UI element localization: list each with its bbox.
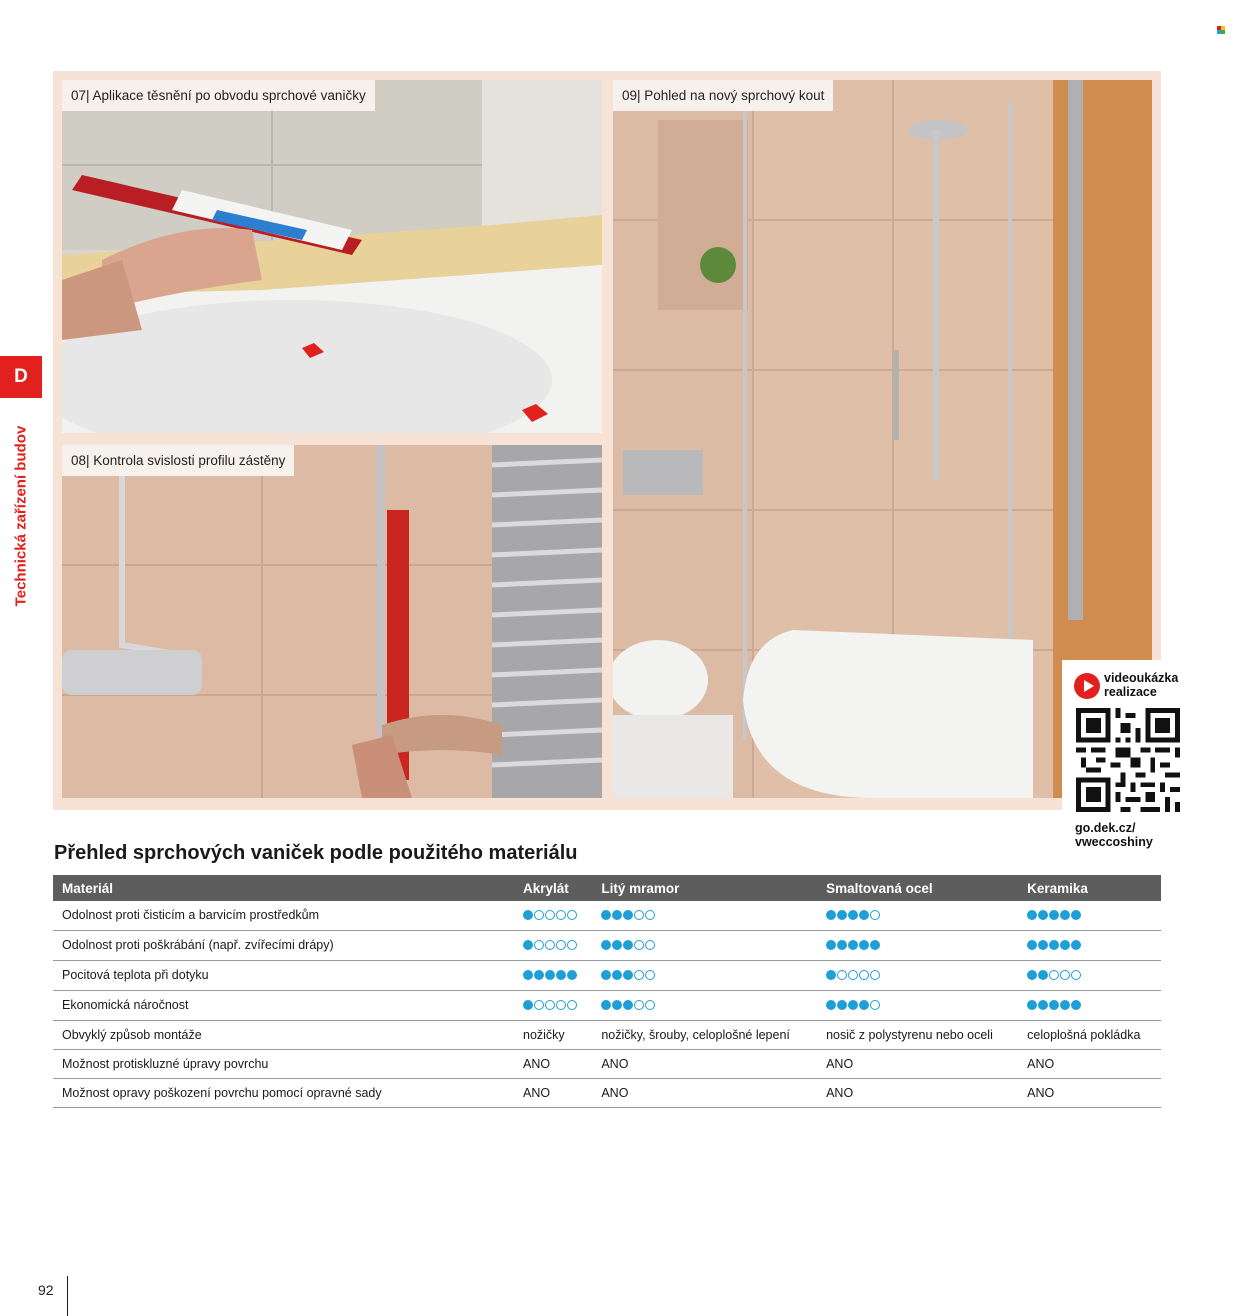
table-row <box>53 991 1161 1021</box>
rating-dot-filled-icon <box>1038 910 1048 920</box>
rating-dot-filled-icon <box>1071 910 1081 920</box>
rating-dot-empty-icon <box>545 1000 555 1010</box>
photo-sealant-application <box>62 80 602 433</box>
rating-dots <box>601 968 655 980</box>
page-divider <box>67 1276 68 1316</box>
rating-dot-empty-icon <box>1049 970 1059 980</box>
rating-cell <box>817 991 1018 1021</box>
rating-dots <box>523 908 577 920</box>
column-header: Litý mramor <box>592 875 817 901</box>
photo-caption-07: 07| Aplikace těsnění po obvodu sprchové vaničky <box>62 80 375 111</box>
table-row <box>53 1079 1161 1108</box>
rating-dot-filled-icon <box>523 970 533 980</box>
rating-dot-empty-icon <box>545 940 555 950</box>
rating-dot-empty-icon <box>556 910 566 920</box>
qr-url-line2[interactable]: vweccoshiny <box>1075 835 1153 849</box>
rating-dot-empty-icon <box>567 940 577 950</box>
rating-cell <box>514 931 592 961</box>
qr-title-line2: realizace <box>1104 685 1157 699</box>
rating-dot-empty-icon <box>534 1000 544 1010</box>
rating-dot-filled-icon <box>567 970 577 980</box>
photo-panel <box>53 71 1179 849</box>
column-header: Smaltovaná ocel <box>817 875 1018 901</box>
rating-dot-empty-icon <box>859 970 869 980</box>
rating-cell <box>1018 991 1161 1021</box>
page-number: 92 <box>38 1282 54 1298</box>
qr-code[interactable] <box>1076 708 1180 812</box>
rating-dot-filled-icon <box>837 1000 847 1010</box>
rating-dot-filled-icon <box>837 940 847 950</box>
rating-dots <box>826 908 880 920</box>
table-row <box>53 901 1161 931</box>
video-qr-card[interactable] <box>1062 660 1194 858</box>
rating-dot-filled-icon <box>1071 940 1081 950</box>
rating-dot-filled-icon <box>848 1000 858 1010</box>
rating-cell <box>817 931 1018 961</box>
text-cell: ANO <box>1018 1050 1161 1079</box>
photo-sealant-image <box>62 80 602 433</box>
row-label: Možnost protiskluzné úpravy povrchu <box>53 1050 514 1079</box>
text-cell: nožičky, šrouby, celoplošné lepení <box>592 1021 817 1050</box>
rating-dot-empty-icon <box>567 1000 577 1010</box>
rating-dots <box>1027 908 1081 920</box>
rating-dot-empty-icon <box>634 910 644 920</box>
rating-dot-empty-icon <box>534 910 544 920</box>
text-cell: ANO <box>592 1079 817 1108</box>
row-label: Odolnost proti čisticím a barvicím prostředkům <box>53 901 514 931</box>
rating-dot-filled-icon <box>1027 970 1037 980</box>
qr-title-line1: videoukázka <box>1104 671 1179 685</box>
rating-dot-filled-icon <box>859 940 869 950</box>
rating-dot-filled-icon <box>601 1000 611 1010</box>
row-label: Pocitová teplota při dotyku <box>53 961 514 991</box>
rating-dot-filled-icon <box>1038 970 1048 980</box>
rating-cell <box>514 961 592 991</box>
rating-dot-filled-icon <box>523 940 533 950</box>
rating-dots <box>826 968 880 980</box>
rating-dot-empty-icon <box>567 910 577 920</box>
rating-cell <box>817 961 1018 991</box>
rating-dot-empty-icon <box>837 970 847 980</box>
rating-dots <box>1027 998 1081 1010</box>
rating-dot-filled-icon <box>826 970 836 980</box>
column-header: Materiál <box>53 875 514 901</box>
rating-dot-filled-icon <box>826 940 836 950</box>
table-row <box>53 1021 1161 1050</box>
text-cell: ANO <box>1018 1079 1161 1108</box>
rating-dot-filled-icon <box>601 970 611 980</box>
rating-cell <box>592 991 817 1021</box>
rating-dot-filled-icon <box>1038 940 1048 950</box>
rating-dot-filled-icon <box>623 940 633 950</box>
rating-cell <box>817 901 1018 931</box>
rating-dot-filled-icon <box>848 940 858 950</box>
rating-dot-filled-icon <box>859 1000 869 1010</box>
rating-dot-filled-icon <box>601 910 611 920</box>
rating-cell <box>514 991 592 1021</box>
table-row <box>53 961 1161 991</box>
qr-url-line1[interactable]: go.dek.cz/ <box>1075 821 1136 835</box>
play-icon[interactable] <box>1074 673 1100 699</box>
rating-dot-filled-icon <box>1038 1000 1048 1010</box>
rating-dots <box>601 998 655 1010</box>
text-cell: celoplošná pokládka <box>1018 1021 1161 1050</box>
rating-dot-filled-icon <box>837 910 847 920</box>
text-cell: nožičky <box>514 1021 592 1050</box>
rating-dots <box>826 998 880 1010</box>
rating-dot-filled-icon <box>534 970 544 980</box>
rating-dot-filled-icon <box>1027 910 1037 920</box>
text-cell: nosič z polystyrenu nebo oceli <box>817 1021 1018 1050</box>
rating-dot-filled-icon <box>623 970 633 980</box>
rating-cell <box>592 931 817 961</box>
rating-dots <box>523 998 577 1010</box>
rating-dot-filled-icon <box>523 1000 533 1010</box>
photo-caption-08: 08| Kontrola svislosti profilu zástěny <box>62 445 294 476</box>
rating-dot-filled-icon <box>601 940 611 950</box>
rating-dots <box>1027 938 1081 950</box>
rating-dot-empty-icon <box>634 970 644 980</box>
material-comparison-table <box>53 875 1161 1108</box>
section-title: Přehled sprchových vaniček podle použitého materiálu <box>54 842 578 864</box>
rating-cell <box>592 961 817 991</box>
column-header: Keramika <box>1018 875 1161 901</box>
photo-level-check <box>62 445 602 798</box>
chapter-label: Technická zařízení budov <box>12 425 30 607</box>
chapter-tab[interactable]: D <box>0 356 42 398</box>
column-header: Akrylát <box>514 875 592 901</box>
brand-logo-mark <box>1217 26 1225 34</box>
text-cell: ANO <box>817 1079 1018 1108</box>
rating-dot-filled-icon <box>1060 940 1070 950</box>
row-label: Ekonomická náročnost <box>53 991 514 1021</box>
rating-dot-empty-icon <box>645 940 655 950</box>
table-row <box>53 1050 1161 1079</box>
rating-dot-filled-icon <box>870 940 880 950</box>
rating-dot-filled-icon <box>612 940 622 950</box>
rating-dot-filled-icon <box>623 910 633 920</box>
rating-dot-filled-icon <box>612 970 622 980</box>
rating-dot-filled-icon <box>612 910 622 920</box>
rating-dot-empty-icon <box>1060 970 1070 980</box>
rating-dot-empty-icon <box>634 940 644 950</box>
rating-dot-filled-icon <box>1060 910 1070 920</box>
rating-dot-filled-icon <box>545 970 555 980</box>
rating-dot-filled-icon <box>1049 910 1059 920</box>
table-body <box>53 901 1161 1108</box>
rating-dot-filled-icon <box>1049 940 1059 950</box>
row-label: Možnost opravy poškození povrchu pomocí opravné sady <box>53 1079 514 1108</box>
rating-dots <box>601 908 655 920</box>
rating-cell <box>1018 901 1161 931</box>
rating-dot-empty-icon <box>645 970 655 980</box>
rating-dot-empty-icon <box>534 940 544 950</box>
rating-dot-filled-icon <box>1027 940 1037 950</box>
rating-cell <box>592 901 817 931</box>
rating-dot-empty-icon <box>645 910 655 920</box>
table-row <box>53 931 1161 961</box>
rating-dot-filled-icon <box>556 970 566 980</box>
rating-dots <box>523 938 577 950</box>
rating-dot-empty-icon <box>1071 970 1081 980</box>
rating-dots <box>1027 968 1081 980</box>
rating-cell <box>1018 931 1161 961</box>
rating-dot-filled-icon <box>1049 1000 1059 1010</box>
rating-dots <box>523 968 577 980</box>
rating-cell <box>514 901 592 931</box>
table-header-row <box>53 875 1161 901</box>
rating-dot-filled-icon <box>1060 1000 1070 1010</box>
text-cell: ANO <box>817 1050 1018 1079</box>
rating-dot-empty-icon <box>634 1000 644 1010</box>
row-label: Obvyklý způsob montáže <box>53 1021 514 1050</box>
rating-dot-filled-icon <box>826 910 836 920</box>
photo-caption-09: 09| Pohled na nový sprchový kout <box>613 80 833 111</box>
rating-dot-filled-icon <box>859 910 869 920</box>
rating-dot-filled-icon <box>612 1000 622 1010</box>
rating-dot-empty-icon <box>870 970 880 980</box>
row-label: Odolnost proti poškrábání (např. zvířecími drápy) <box>53 931 514 961</box>
rating-dot-empty-icon <box>556 1000 566 1010</box>
rating-dot-empty-icon <box>870 910 880 920</box>
rating-dot-filled-icon <box>623 1000 633 1010</box>
text-cell: ANO <box>514 1050 592 1079</box>
rating-dot-filled-icon <box>1071 1000 1081 1010</box>
text-cell: ANO <box>592 1050 817 1079</box>
rating-dot-filled-icon <box>523 910 533 920</box>
rating-dot-empty-icon <box>870 1000 880 1010</box>
rating-dot-filled-icon <box>1027 1000 1037 1010</box>
rating-dot-empty-icon <box>848 970 858 980</box>
rating-dots <box>601 938 655 950</box>
rating-dot-empty-icon <box>645 1000 655 1010</box>
rating-cell <box>1018 961 1161 991</box>
rating-dot-empty-icon <box>545 910 555 920</box>
rating-dots <box>826 938 880 950</box>
rating-dot-filled-icon <box>848 910 858 920</box>
rating-dot-empty-icon <box>556 940 566 950</box>
photo-level-image <box>62 445 602 798</box>
text-cell: ANO <box>514 1079 592 1108</box>
rating-dot-filled-icon <box>826 1000 836 1010</box>
